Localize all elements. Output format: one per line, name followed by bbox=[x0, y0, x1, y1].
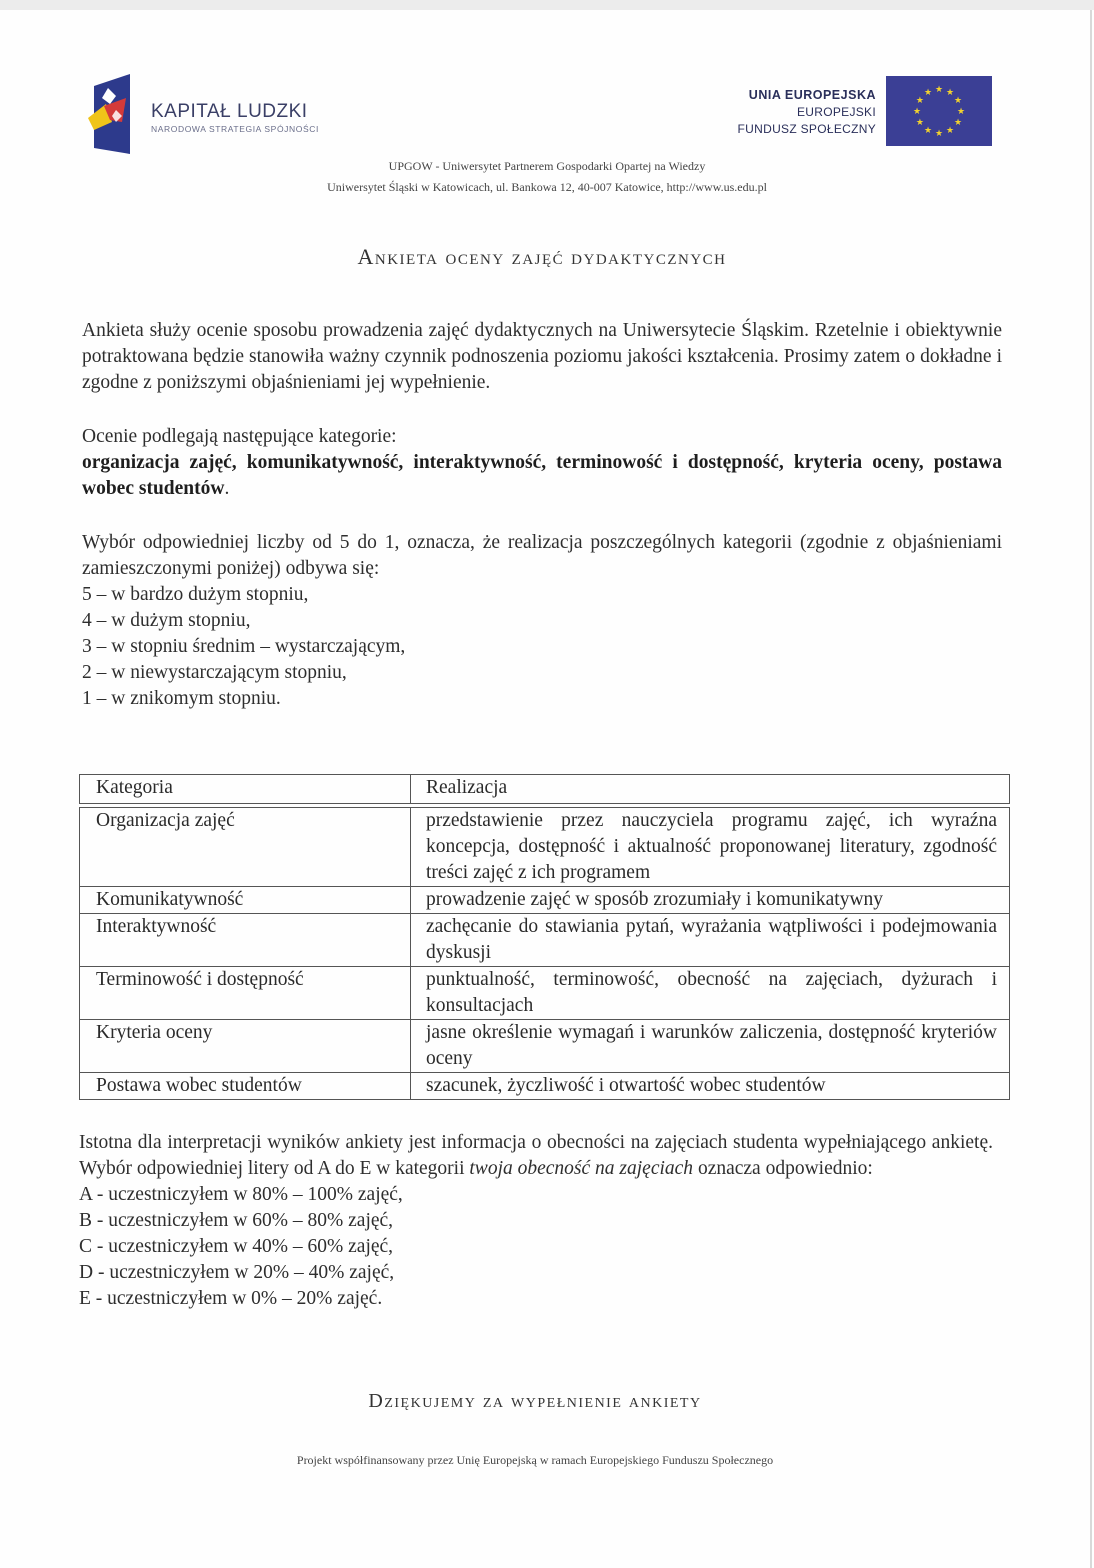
scale-item: 4 – w dużym stopniu, bbox=[82, 610, 251, 631]
eu-fund-line1: EUROPEJSKI bbox=[796, 105, 876, 119]
table-cell-category: Kryteria oceny bbox=[80, 1020, 411, 1072]
table-cell-category: Interaktywność bbox=[80, 914, 411, 966]
eu-star-icon: ★ bbox=[954, 117, 963, 127]
table-cell-description: szacunek, życzliwość i otwartość wobec studentów bbox=[426, 1075, 826, 1096]
scan-right-edge bbox=[1090, 10, 1092, 1568]
thank-you-note: Dziękujemy za wypełnienie ankiety bbox=[368, 1390, 702, 1412]
eu-name: UNIA EUROPEJSKA bbox=[748, 88, 876, 102]
intro-paragraph: Ankieta służy ocenie sposobu prowadzenia zajęć dydaktycznych na Uniwersytecie Śląskim. Rzetelnie i obiektywnie potraktowana będzie stanowiła ważny czynnik podnoszenia poziomu jakości kształcenia. Prosimy zatem o dokładne i zgodne z poniższymi objaśnieniami jej wypełnienie. bbox=[82, 320, 1002, 393]
scale-item: 1 – w znikomym stopniu. bbox=[82, 688, 281, 709]
eu-star-icon: ★ bbox=[923, 86, 933, 97]
eu-star-icon: ★ bbox=[956, 106, 966, 116]
organization-line-2: Uniwersytet Śląski w Katowicach, ul. Bankowa 12, 40-007 Katowice, http://www.us.edu.pl bbox=[327, 180, 767, 194]
funding-footer: Projekt współfinansowany przez Unię Europejską w ramach Europejskiego Funduszu Społecznego bbox=[296, 1453, 774, 1467]
eu-star-icon: ★ bbox=[945, 86, 955, 97]
attendance-intro bbox=[79, 1132, 993, 1179]
kapital-ludzki-logo-icon bbox=[86, 74, 132, 154]
eu-star-icon: ★ bbox=[954, 95, 963, 105]
eu-star-icon: ★ bbox=[915, 95, 924, 105]
attendance-item: C - uczestniczyłem w 40% – 60% zajęć, bbox=[79, 1236, 394, 1257]
header-category: Kategoria bbox=[80, 775, 411, 803]
table-row bbox=[80, 1072, 1009, 1099]
attendance-category-name: twoja obecność na zajęciach bbox=[469, 1158, 694, 1179]
scale-item: 5 – w bardzo dużym stopniu, bbox=[82, 584, 309, 605]
attendance-item: D - uczestniczyłem w 20% – 40% zajęć, bbox=[79, 1262, 395, 1283]
categories-table-body bbox=[79, 807, 1010, 1100]
table-cell-description: jasne określenie wymagań i warunków zaliczenia, dostępność kryteriów oceny bbox=[426, 1022, 997, 1069]
kapital-ludzki-title: KAPITAŁ LUDZKI bbox=[151, 101, 308, 122]
scan-top-edge bbox=[0, 0, 1094, 10]
eu-star-icon: ★ bbox=[923, 125, 933, 136]
eu-fund-line2: FUNDUSZ SPOŁECZNY bbox=[737, 122, 876, 136]
attendance-paragraph bbox=[79, 1130, 993, 1312]
table-cell-description: punktualność, terminowość, obecność na zajęciach, dyżurach i konsultacjach bbox=[426, 969, 997, 1016]
table-row bbox=[80, 1019, 1009, 1072]
table-cell-description: prowadzenie zajęć w sposób zrozumiały i komunikatywny bbox=[426, 889, 884, 910]
attendance-item: B - uczestniczyłem w 60% – 80% zajęć, bbox=[79, 1210, 394, 1231]
table-header-row bbox=[80, 775, 1009, 803]
eu-star-icon: ★ bbox=[934, 128, 944, 138]
table-row bbox=[80, 808, 1009, 886]
categories-end: . bbox=[224, 478, 230, 499]
eu-star-icon: ★ bbox=[915, 117, 924, 127]
header-realization: Realizacja bbox=[426, 777, 508, 798]
organization-line-1: UPGOW - Uniwersytet Partnerem Gospodarki Opartej na Wiedzy bbox=[388, 159, 706, 173]
table-row bbox=[80, 966, 1009, 1019]
eu-fund-text bbox=[738, 87, 876, 138]
kapital-ludzki-subtitle: NARODOWA STRATEGIA SPÓJNOŚCI bbox=[151, 124, 319, 134]
eu-star-icon: ★ bbox=[934, 84, 944, 94]
eu-star-icon: ★ bbox=[912, 106, 922, 116]
scale-item: 3 – w stopniu średnim – wystarczającym, bbox=[82, 636, 406, 657]
categories-intro: Ocenie podlegają następujące kategorie: bbox=[82, 426, 397, 447]
attendance-item: A - uczestniczyłem w 80% – 100% zajęć, bbox=[79, 1184, 403, 1205]
table-row bbox=[80, 886, 1009, 913]
scale-item: 2 – w niewystarczającym stopniu, bbox=[82, 662, 347, 683]
attendance-item: E - uczestniczyłem w 0% – 20% zajęć. bbox=[79, 1288, 383, 1309]
categories-table-header bbox=[79, 774, 1010, 804]
page-title: Ankieta oceny zajęć dydaktycznych bbox=[357, 244, 727, 269]
categories-list: organizacja zajęć, komunikatywność, interaktywność, terminowość i dostępność, kryteria oceny, postawa wobec studentów bbox=[82, 452, 1002, 499]
table-cell-description: zachęcanie do stawiania pytań, wyrażania wątpliwości i podejmowania dyskusji bbox=[426, 916, 997, 963]
table-row bbox=[80, 913, 1009, 966]
eu-star-icon: ★ bbox=[945, 125, 955, 136]
table-cell-category: Komunikatywność bbox=[80, 887, 411, 913]
table-cell-category: Terminowość i dostępność bbox=[80, 967, 411, 1019]
table-cell-category: Organizacja zajęć bbox=[80, 808, 411, 886]
categories-paragraph bbox=[82, 424, 1002, 502]
eu-flag-icon bbox=[886, 76, 992, 146]
attendance-intro-a: Istotna dla interpretacji wyników ankiety jest informacja o obecności na zajęciach studenta wypełniającego ankietę. Wybór odpowiedniej litery od A do E w kategorii bbox=[79, 1132, 993, 1179]
scale-paragraph bbox=[82, 530, 1002, 712]
table-cell-description: przedstawienie przez nauczyciela programu zajęć, ich wyraźna koncepcja, dostępność i aktualność proponowanej literatury, zgodność treści zajęć z ich programem bbox=[426, 810, 997, 883]
scale-intro: Wybór odpowiedniej liczby od 5 do 1, oznacza, że realizacja poszczególnych kategorii (zgodnie z objaśnieniami zamieszczonymi poniżej) odbywa się: bbox=[82, 532, 1002, 579]
table-cell-category: Postawa wobec studentów bbox=[80, 1073, 411, 1099]
attendance-intro-b: oznacza odpowiednio: bbox=[693, 1158, 873, 1179]
